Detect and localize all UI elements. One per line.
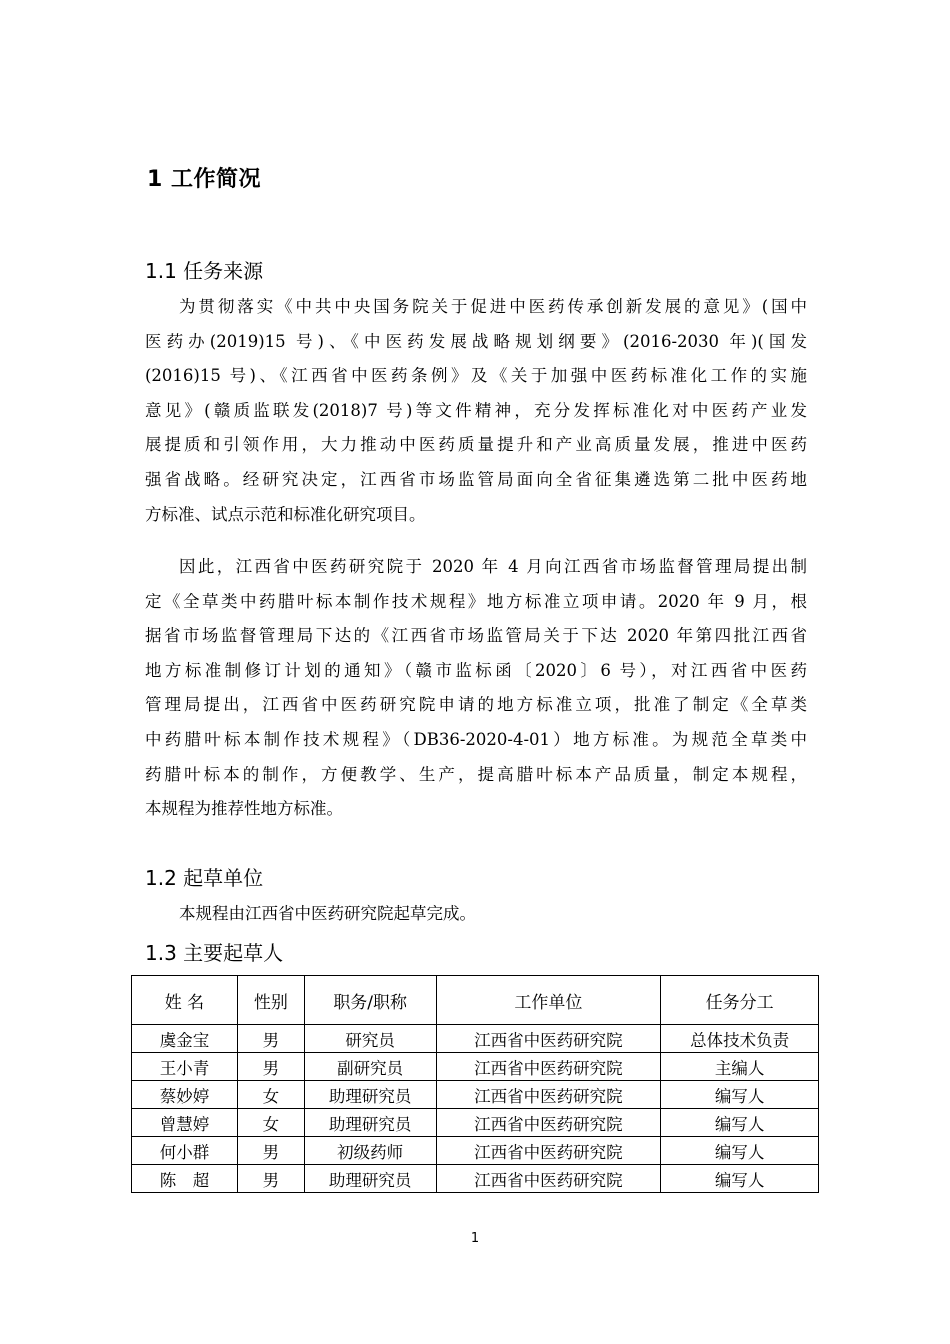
heading-main-drafters: 1.3 主要起草人	[145, 941, 284, 965]
table-row	[132, 1025, 819, 1053]
cell-name: 陈 超	[132, 1165, 238, 1193]
paragraph-drafting-unit	[145, 897, 807, 932]
paragraph-task-source-1	[145, 290, 807, 532]
cell-title: 副研究员	[304, 1053, 436, 1081]
cell-organization: 江西省中医药研究院	[436, 1053, 661, 1081]
cell-organization: 江西省中医药研究院	[436, 1109, 661, 1137]
table-row	[132, 1109, 819, 1137]
header-organization: 工作单位	[436, 976, 661, 1025]
text-line: 据省市场监督管理局下达的《江西省市场监管局关于下达 2020 年第四批江西省	[145, 626, 807, 646]
text-line: 管理局提出，江西省中医药研究院申请的地方标准立项，批准了制定《全草类	[145, 695, 807, 715]
text-line: 本规程为推荐性地方标准。	[145, 799, 343, 819]
text-line: 医药办(2019)15 号)、《中医药发展战略规划纲要》(2016-2030 年)(国发	[145, 331, 807, 351]
cell-title: 助理研究员	[304, 1109, 436, 1137]
cell-role: 主编人	[661, 1053, 819, 1081]
cell-gender: 男	[237, 1053, 304, 1081]
cell-role: 编写人	[661, 1137, 819, 1165]
cell-title: 助理研究员	[304, 1165, 436, 1193]
header-name: 姓 名	[132, 976, 238, 1025]
header-gender: 性别	[237, 976, 304, 1025]
table-row	[132, 1081, 819, 1109]
text-line: 本规程由江西省中医药研究院起草完成。	[179, 904, 476, 923]
cell-name: 王小青	[132, 1053, 238, 1081]
cell-title: 初级药师	[304, 1137, 436, 1165]
cell-role: 编写人	[661, 1109, 819, 1137]
cell-gender: 女	[237, 1081, 304, 1109]
text-line: 中药腊叶标本制作技术规程》（DB36-2020-4-01）地方标准。为规范全草类中	[145, 729, 807, 749]
text-line: 因此，江西省中医药研究院于 2020 年 4 月向江西省市场监督管理局提出制	[179, 557, 807, 576]
cell-role: 编写人	[661, 1165, 819, 1193]
cell-gender: 女	[237, 1109, 304, 1137]
cell-name: 虞金宝	[132, 1025, 238, 1053]
table-row	[132, 1137, 819, 1165]
cell-organization: 江西省中医药研究院	[436, 1025, 661, 1053]
text-line: 方标准、试点示范和标准化研究项目。	[145, 504, 426, 524]
header-role: 任务分工	[661, 976, 819, 1025]
text-line: (2016)15 号)、《江西省中医药条例》及《关于加强中医药标准化工作的实施	[145, 366, 807, 386]
text-line: 药腊叶标本的制作，方便教学、生产，提高腊叶标本产品质量，制定本规程，	[145, 764, 807, 784]
cell-organization: 江西省中医药研究院	[436, 1137, 661, 1165]
text-line: 展提质和引领作用，大力推动中医药质量提升和产业高质量发展，推进中医药	[145, 435, 807, 455]
cell-role: 总体技术负责	[661, 1025, 819, 1053]
heading-drafting-unit: 1.2 起草单位	[145, 866, 264, 890]
cell-organization: 江西省中医药研究院	[436, 1165, 661, 1193]
cell-organization: 江西省中医药研究院	[436, 1081, 661, 1109]
heading-work-overview: 1 工作简况	[147, 167, 261, 192]
text-line: 定《全草类中药腊叶标本制作技术规程》地方标准立项申请。2020 年 9 月，根	[145, 591, 807, 611]
cell-title: 助理研究员	[304, 1081, 436, 1109]
table-header-row	[132, 976, 819, 1025]
cell-title: 研究员	[304, 1025, 436, 1053]
text-line: 强省战略。经研究决定，江西省市场监管局面向全省征集遴选第二批中医药地	[145, 469, 807, 489]
table-row	[132, 1165, 819, 1193]
cell-role: 编写人	[661, 1081, 819, 1109]
text-line: 为贯彻落实《中共中央国务院关于促进中医药传承创新发展的意见》(国中	[179, 297, 807, 316]
header-title: 职务/职称	[304, 976, 436, 1025]
cell-gender: 男	[237, 1137, 304, 1165]
cell-name: 何小群	[132, 1137, 238, 1165]
cell-name: 曾慧婷	[132, 1109, 238, 1137]
heading-task-source: 1.1 任务来源	[145, 259, 264, 283]
cell-name: 蔡妙婷	[132, 1081, 238, 1109]
text-line: 地方标准制修订计划的通知》（赣市监标函〔2020〕6 号），对江西省中医药	[145, 660, 807, 680]
page-number: 1	[470, 1231, 480, 1246]
cell-gender: 男	[237, 1165, 304, 1193]
drafters-table	[131, 975, 819, 1193]
paragraph-task-source-2	[145, 550, 807, 827]
cell-gender: 男	[237, 1025, 304, 1053]
table-row	[132, 1053, 819, 1081]
text-line: 意见》(赣质监联发(2018)7 号)等文件精神，充分发挥标准化对中医药产业发	[145, 400, 807, 420]
